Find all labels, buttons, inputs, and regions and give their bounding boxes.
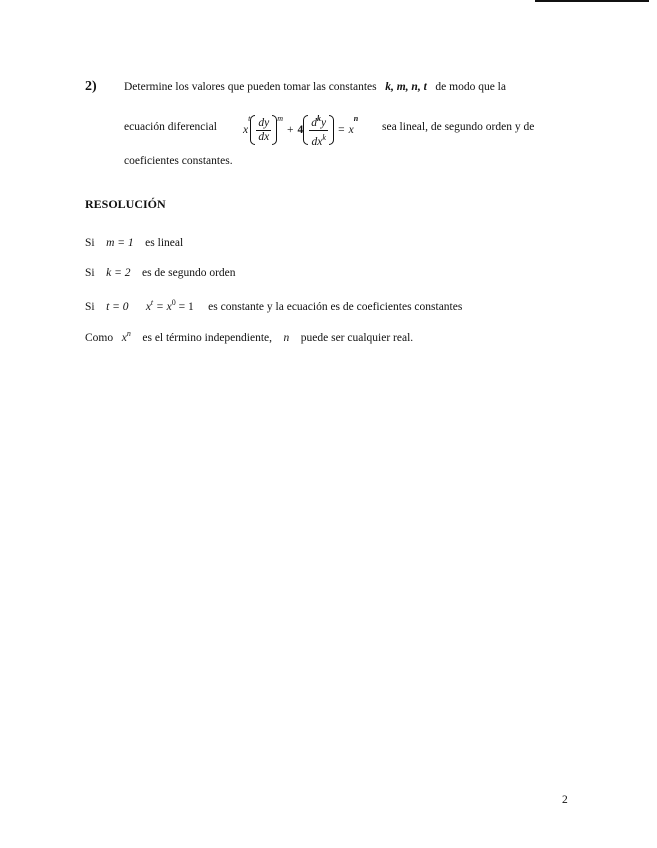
eq-plus: +	[286, 124, 294, 136]
eq-x: x	[243, 124, 249, 136]
left-paren	[250, 115, 255, 145]
eq-d: d	[311, 116, 317, 129]
math-eq-one: = 1	[178, 300, 194, 313]
eq-x-rhs: x	[348, 124, 354, 136]
math-eq-x: = x	[156, 300, 172, 313]
eq-dx-bottom: dx	[311, 135, 323, 148]
constants-list: k, m, n, t	[385, 81, 427, 93]
independent-n: n	[126, 329, 131, 338]
condition-t-math	[145, 298, 194, 313]
problem-line-2-end: sea lineal, de segundo orden y de	[382, 121, 535, 133]
math-zero: 0	[171, 298, 176, 307]
eq-equals: =	[338, 124, 345, 136]
page-number: 2	[562, 794, 568, 806]
n-variable: n	[283, 331, 290, 344]
eq-coef: 4	[297, 124, 304, 136]
problem-text-end: de modo que la	[435, 81, 506, 93]
eq-n-exponent: n	[353, 114, 359, 123]
resolution-line-2	[85, 267, 236, 279]
como-label: Como	[85, 331, 114, 344]
si-label: Si	[85, 237, 95, 249]
problem-number: 2)	[85, 79, 97, 94]
problem-line-2-start: ecuación diferencial	[124, 121, 217, 133]
right-paren-2	[329, 115, 334, 145]
eq-t-exponent: t	[248, 114, 251, 123]
differential-equation	[243, 112, 358, 148]
si-label: Si	[85, 300, 95, 313]
si-label: Si	[85, 267, 95, 279]
eq-k-bottom: k	[322, 132, 326, 142]
condition-m: m = 1	[106, 237, 134, 249]
problem-line-1	[124, 81, 506, 93]
problem-line-3: coeficientes constantes.	[124, 155, 233, 167]
left-paren-2	[303, 115, 308, 145]
math-x: x	[145, 300, 151, 313]
independent-text: es el término independiente,	[142, 331, 273, 344]
math-t: t	[150, 298, 154, 307]
condition-k: k = 2	[106, 267, 131, 279]
eq-m-exponent: m	[277, 114, 283, 123]
n-conclusion: puede ser cualquier real.	[300, 331, 414, 344]
eq-k-top: k	[316, 113, 321, 123]
resolution-line-3	[85, 298, 462, 313]
eq-dy: dy	[258, 116, 270, 129]
independent-x: x	[121, 331, 127, 344]
condition-t-text: es constante y la ecuación es de coeficientes constantes	[208, 300, 463, 313]
k-derivative-fraction	[309, 112, 328, 149]
first-derivative-fraction	[256, 117, 271, 144]
condition-m-text: es lineal	[145, 237, 184, 249]
resolution-line-4	[85, 329, 413, 344]
resolution-heading: RESOLUCIÓN	[85, 197, 166, 211]
resolution-line-1	[85, 237, 183, 249]
eq-y: y	[320, 116, 327, 129]
condition-t: t = 0	[106, 300, 129, 313]
problem-text: Determine los valores que pueden tomar las constantes	[124, 81, 377, 93]
condition-k-text: es de segundo orden	[141, 267, 236, 279]
eq-dx: dx	[258, 130, 270, 143]
top-rule	[535, 0, 649, 2]
